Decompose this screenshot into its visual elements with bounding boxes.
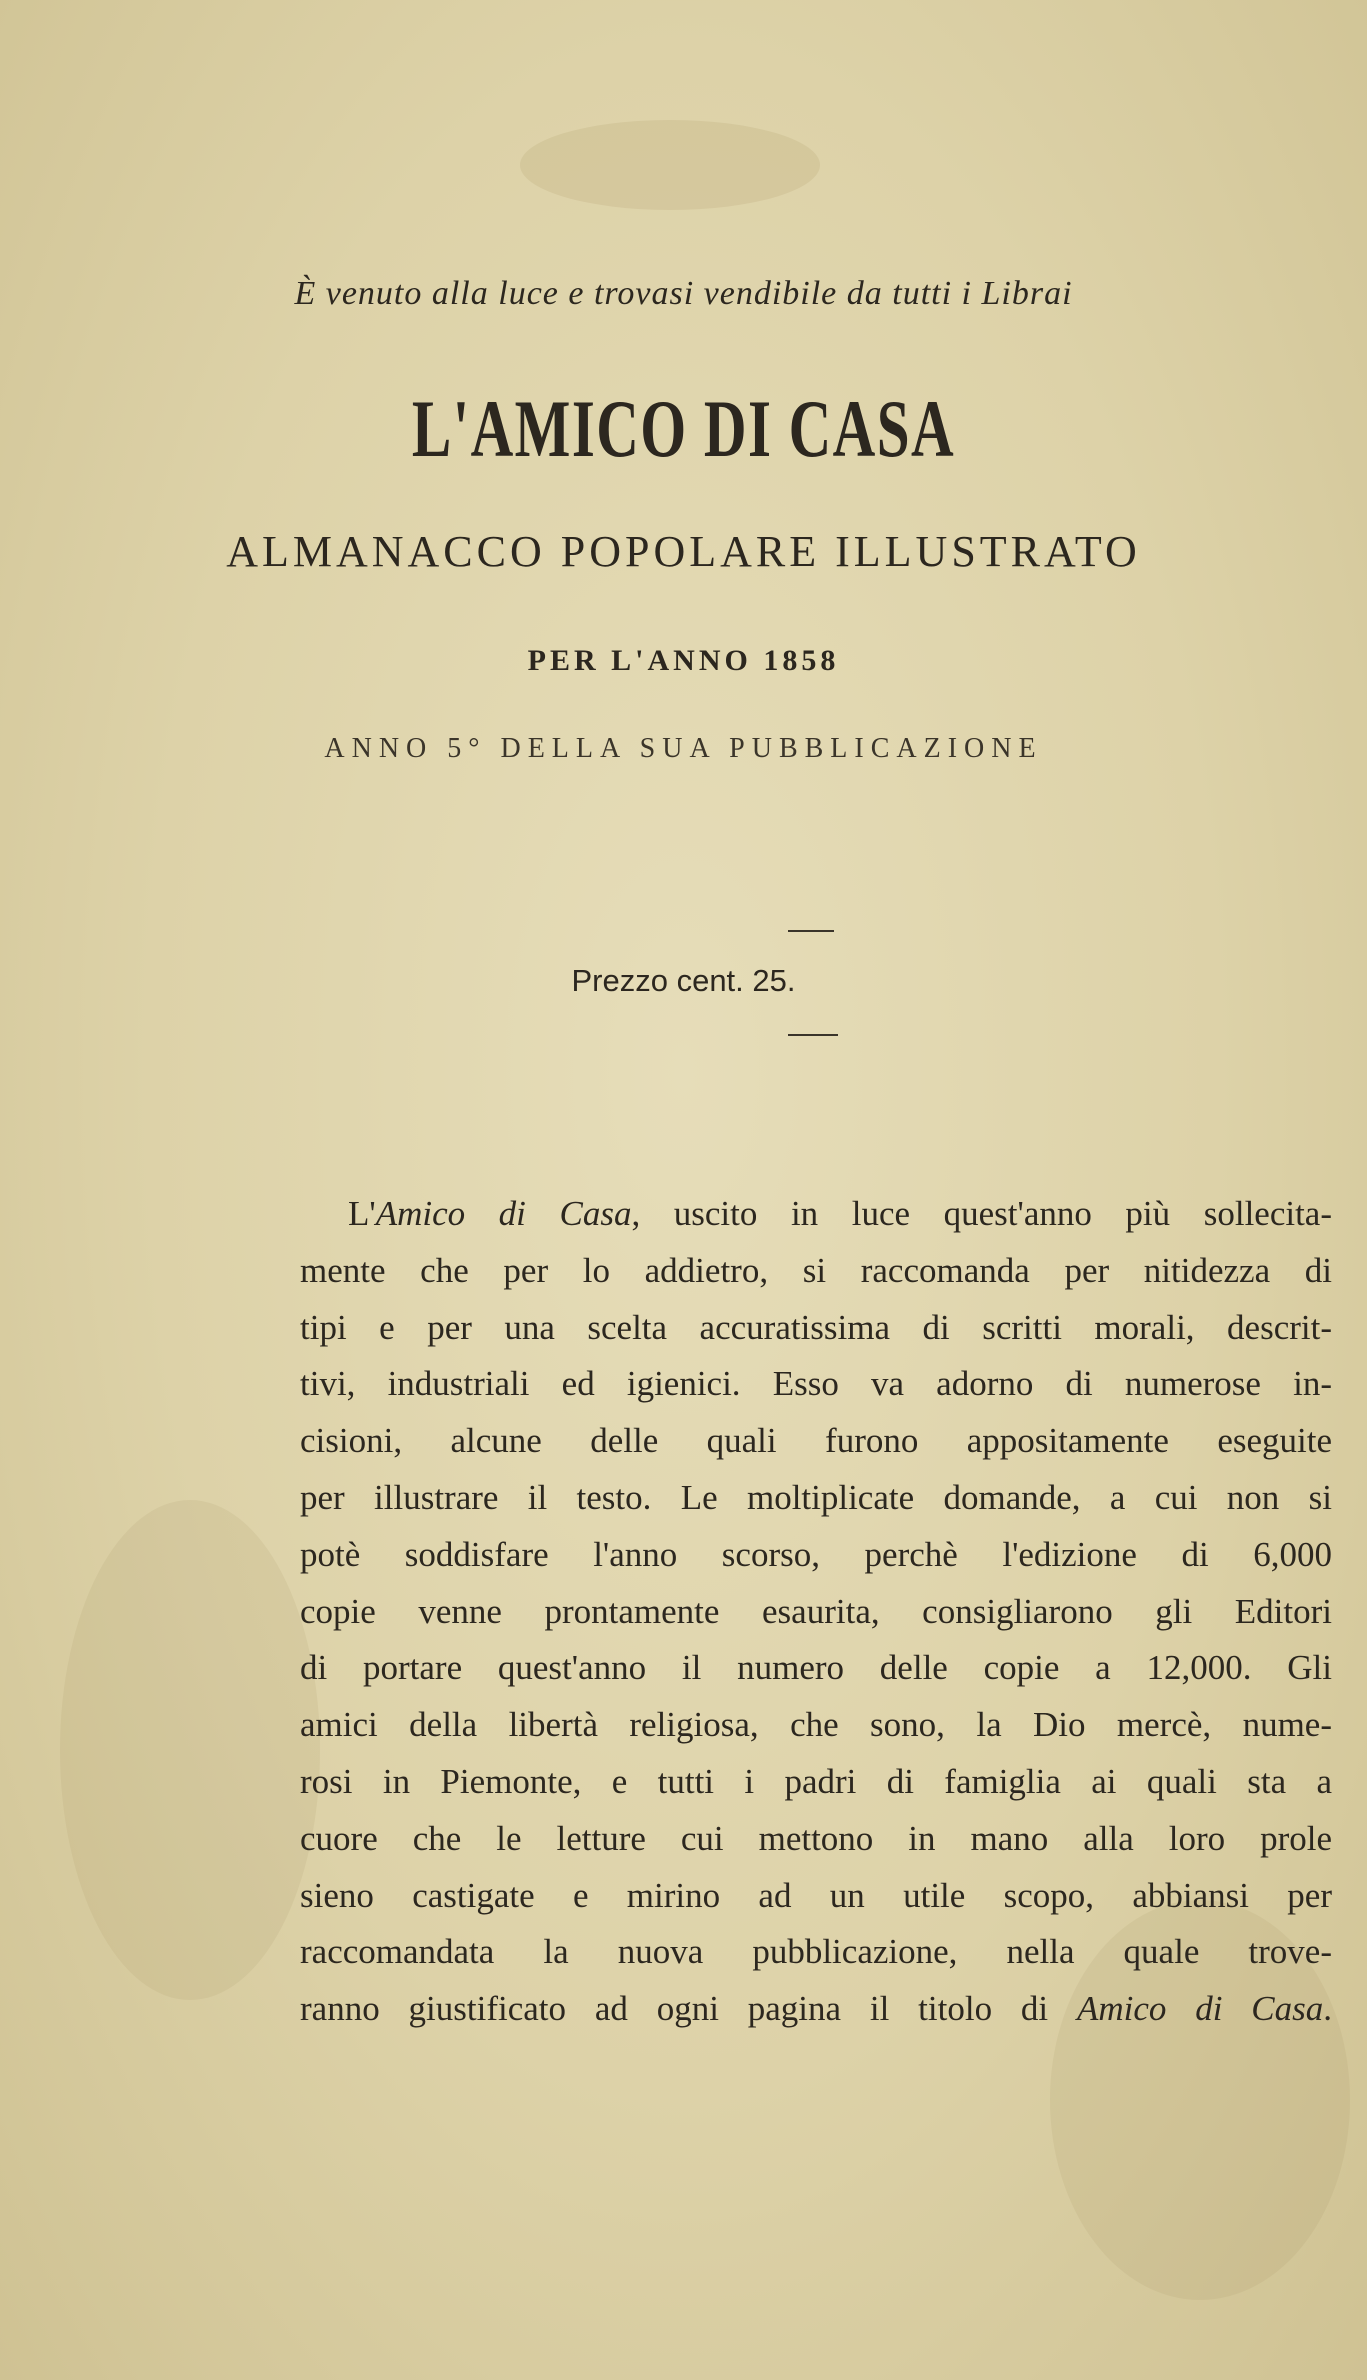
body-line: sieno castigate e mirino ad un utile scopo, abbiansi per (300, 1875, 1332, 1915)
paper-stain (60, 1500, 320, 2000)
body-line: raccomandata la nuova pubblicazione, nella quale trove- (300, 1932, 1332, 1972)
body-paragraph (300, 1186, 1332, 2038)
year-line: PER L'ANNO 1858 (527, 644, 840, 677)
body-line: amici della libertà religiosa, che sono, la Dio mercè, nume- (300, 1705, 1332, 1745)
body-line: potè soddisfare l'anno scorso, perchè l'edizione di 6,000 (300, 1534, 1332, 1574)
body-line: copie venne prontamente esaurita, consigliarono gli Editori (300, 1591, 1332, 1631)
body-line: tipi e per una scelta accuratissima di scritti morali, descrit- (300, 1307, 1332, 1347)
page-title: L'AMICO DI CASA (411, 383, 956, 474)
subtitle: ALMANACCO POPOLARE ILLUSTRATO (226, 527, 1141, 576)
price-line: Prezzo cent. 25. (571, 963, 796, 998)
divider-bottom (788, 1034, 838, 1036)
body-line: per illustrare il testo. Le moltiplicate domande, a cui non si (300, 1477, 1332, 1517)
body-line: rosi in Piemonte, e tutti i padri di famiglia ai quali sta a (300, 1761, 1332, 1801)
paper-stain (520, 120, 820, 210)
divider-top (788, 930, 834, 932)
body-line: di portare quest'anno il numero delle copie a 12,000. Gli (300, 1648, 1332, 1688)
body-line: mente che per lo addietro, si raccomanda per nitidezza di (300, 1250, 1332, 1290)
body-line: tivi, industriali ed igienici. Esso va adorno di numerose in- (300, 1364, 1332, 1404)
intro-line: È venuto alla luce e trovasi vendibile da tutti i Librai (294, 275, 1073, 312)
body-line: cuore che le letture cui mettono in mano alla loro prole (300, 1818, 1332, 1858)
body-line: cisioni, alcune delle quali furono appositamente eseguite (300, 1421, 1332, 1461)
body-line: L'Amico di Casa, uscito in luce quest'anno più sollecita- (348, 1194, 1333, 1233)
body-line: ranno giustificato ad ogni pagina il titolo di Amico di Casa. (300, 1989, 1332, 2029)
edition-line: ANNO 5° DELLA SUA PUBBLICAZIONE (324, 733, 1043, 764)
